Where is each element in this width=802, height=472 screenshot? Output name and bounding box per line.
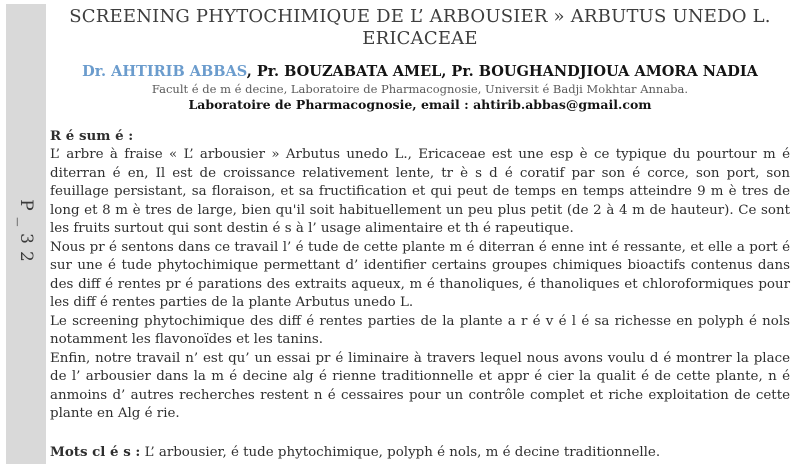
abstract-label: R é sum é : bbox=[50, 127, 134, 144]
page-title bbox=[50, 6, 790, 50]
authors-line bbox=[50, 63, 790, 80]
poster-number-label: P_32 bbox=[16, 199, 36, 269]
authors-rest: , Pr. BOUZABATA AMEL, Pr. BOUGHANDJIOUA AMORA NADIA bbox=[246, 62, 758, 80]
abstract-paragraph: Enfin, notre travail n’ est qu’ un essai pr é liminaire à travers lequel nous avons voulu d é montrer la place de l’ arbousier dans la m é decine alg é rienne traditionnelle et appr é cier la qualit é de cette plante, n é anmoins d’ autres recherches restent n é cessaires pour un contrôle complet et riche exploitation de cette plante en Alg é rie. bbox=[50, 350, 790, 422]
author-primary: Dr. AHTIRIB ABBAS bbox=[82, 62, 247, 80]
abstract-paragraph: Nous pr é sentons dans ce travail l’ é tude de cette plante m é diterran é enne int é ressante, et elle a port é sur une é tude phytochimique permettant d’ identifier certains groupes chimiques bioactifs contenus dans des diff é rentes pr é parations des extraits aqueux, m é thanoliques, é thanoliques et chloroformiques pour les diff é rentes parties de la plante Arbutus unedo L. bbox=[50, 239, 790, 311]
abstract-label-line bbox=[50, 127, 790, 147]
abstract-paragraph: Le screening phytochimique des diff é rentes parties de la plante a r é v é l é sa richesse en polyph é nols notamment les flavonoïdes et les tanins. bbox=[50, 313, 790, 348]
abstract-paragraph: L’ arbre à fraise « L’ arbousier » Arbutus unedo L., Ericaceae est une esp è ce typique du pourtour m é diterran é en, Il est de croissance relativement lente, tr è s d é coratif par son é corce, son port, son feuillage persistant, sa floraison, et sa fructification et qui peut de temps en temps atteindre 9 m è tres de long et 8 m è tres de large, bien qu'il soit habituellement un peu plus petit (de 2 à 4 m de hauteur). Ce sont les fruits surtout qui sont destin é s à l’ usage alimentaire et th é rapeutique. bbox=[50, 147, 790, 237]
keywords-text: L’ arbousier, é tude phytochimique, polyph é nols, m é decine traditionnelle. bbox=[144, 444, 661, 460]
page-title-line2: ERICACEAE bbox=[362, 27, 478, 49]
poster-number-tab bbox=[6, 4, 46, 464]
keywords-line bbox=[50, 443, 790, 463]
abstract-content bbox=[50, 0, 790, 462]
contact-email-line: Laboratoire de Pharmacognosie, email : ahtirib.abbas@gmail.com bbox=[188, 96, 652, 112]
page-title-line1: SCREENING PHYTOCHIMIQUE DE L’ ARBOUSIER » ARBUTUS UNEDO L. bbox=[69, 6, 771, 27]
abstract-body bbox=[50, 127, 790, 463]
keywords-label: Mots cl é s : bbox=[50, 443, 141, 460]
affiliation-line: Facult é de m é decine, Laboratoire de Pharmacognosie, Universit é Badji Mokhtar Annaba. bbox=[151, 81, 689, 96]
